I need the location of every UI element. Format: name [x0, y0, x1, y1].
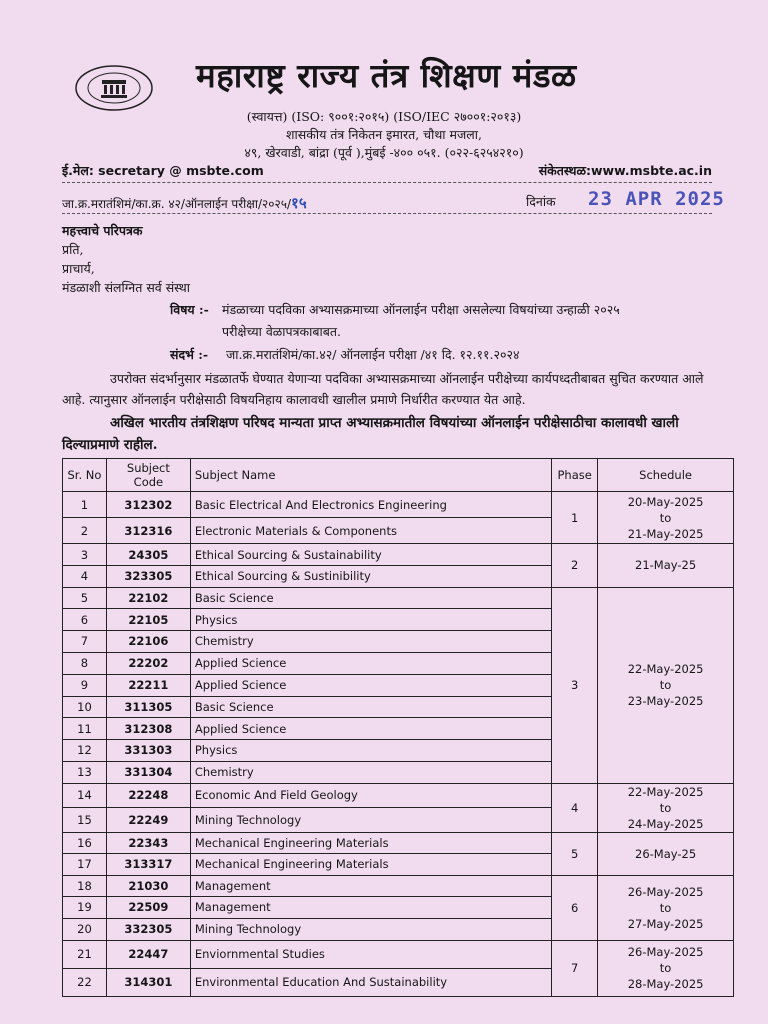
reference-number-text: जा.क्र.मरातंशिमं/का.क्र. ४२/ऑनलाईन परीक्षा/२०२५/: [62, 197, 292, 211]
email-address: ई.मेल: secretary @ msbte.com: [62, 163, 264, 178]
subject-name-cell: Basic Science: [190, 587, 551, 609]
subject-name-cell: Environmental Education And Sustainability: [190, 968, 551, 996]
subject-code-cell: 22447: [106, 940, 190, 968]
sr-no-cell: 10: [63, 696, 107, 718]
subject-code-cell: 22211: [106, 674, 190, 696]
subject-code-cell: 22249: [106, 808, 190, 833]
certification-line: (स्वायत्त) (ISO: ९००१:२०१५) (ISO/IEC २७००१:२०१३): [246, 109, 522, 124]
schedule-line: 20-May-2025: [627, 494, 704, 509]
schedule-line: to: [659, 678, 672, 692]
subject-name-cell: Mechanical Engineering Materials: [190, 832, 551, 854]
schedule-line: 23-May-2025: [627, 694, 704, 708]
subject-code-cell: 22105: [106, 609, 190, 631]
schedule-line: to: [659, 900, 672, 915]
sr-no-cell: 2: [63, 518, 107, 544]
reference-text: जा.क्र.मरातंशिमं/का.४२/ ऑनलाईन परीक्षा /४१ दि. १२.११.२०२४: [226, 347, 520, 362]
website-address: संकेतस्थळ:www.msbte.ac.in: [538, 163, 712, 178]
sr-no-cell: 7: [63, 631, 107, 653]
body-paragraph-2: अखिल भारतीय तंत्रशिक्षण परिषद मान्यता प्राप्त अभ्यासक्रमातील विषयांच्या ऑनलाईन परीक्षेसाठीचा कालावधी खाली दिल्याप्रमाणे राहील.: [62, 415, 679, 453]
sr-no-cell: 20: [63, 918, 107, 940]
reference-handwritten: १५: [291, 194, 307, 212]
subject-name-cell: Ethical Sourcing & Sustainability: [190, 544, 551, 566]
header-schedule: Schedule: [598, 459, 734, 492]
subject-name-cell: Management: [190, 897, 551, 919]
subject-code-cell: 331304: [106, 761, 190, 783]
schedule-cell: [598, 587, 734, 783]
table-header-row: [63, 459, 734, 492]
subject-name-cell: Electronic Materials & Components: [190, 518, 551, 544]
subject-name-cell: Chemistry: [190, 631, 551, 653]
institutions-line: मंडळाशी संलग्नित सर्व संस्था: [62, 280, 190, 295]
phase-cell: 1: [552, 492, 598, 544]
reference-number: [62, 193, 307, 213]
organization-title: महाराष्ट्र राज्य तंत्र शिक्षण मंडळ: [196, 56, 577, 95]
table-row: [63, 544, 734, 566]
phase-cell: 2: [552, 544, 598, 588]
subject-name-cell: Management: [190, 875, 551, 897]
subject-name-cell: Economic And Field Geology: [190, 783, 551, 808]
subject-code-cell: 22202: [106, 652, 190, 674]
phase-cell: 3: [552, 587, 598, 783]
subject-code-cell: 22102: [106, 587, 190, 609]
address-line-2: ४९, खेरवाडी, बांद्रा (पूर्व ),मुंबई -४०० ०५१. (०२२-६२५४२१०): [244, 145, 524, 160]
table-row: [63, 832, 734, 854]
schedule-line: 22-May-2025: [627, 784, 704, 799]
subject-name-cell: Mining Technology: [190, 808, 551, 833]
subject-name-cell: Physics: [190, 740, 551, 762]
subject-code-cell: 313317: [106, 854, 190, 876]
subject-line-1: मंडळाच्या पदविका अभ्यासक्रमाच्या ऑनलाईन परीक्षा असलेल्या विषयांच्या उन्हाळी २०२५: [222, 302, 620, 317]
sr-no-cell: 1: [63, 492, 107, 518]
subject-code-cell: 311305: [106, 696, 190, 718]
subject-name-cell: Applied Science: [190, 652, 551, 674]
sr-no-cell: 11: [63, 718, 107, 740]
table-row: [63, 940, 734, 968]
subject-name-cell: Mechanical Engineering Materials: [190, 854, 551, 876]
sr-no-cell: 18: [63, 875, 107, 897]
schedule-line: 22-May-2025: [627, 662, 704, 676]
sr-no-cell: 6: [63, 609, 107, 631]
sr-no-cell: 12: [63, 740, 107, 762]
schedule-line: 27-May-2025: [627, 916, 704, 931]
schedule-line: 26-May-2025: [627, 884, 704, 899]
date-label: दिनांक: [526, 194, 556, 209]
header-subject-name: Subject Name: [190, 459, 551, 492]
subject-name-cell: Enviornmental Studies: [190, 940, 551, 968]
subject-name-cell: Ethical Sourcing & Sustinibility: [190, 566, 551, 588]
to-line: प्रति,: [62, 242, 84, 257]
schedule-line: to: [659, 800, 672, 815]
subject-code-cell: 22343: [106, 832, 190, 854]
schedule-cell: [598, 544, 734, 588]
sr-no-cell: 16: [63, 832, 107, 854]
sr-no-cell: 5: [63, 587, 107, 609]
subject-name-cell: Basic Electrical And Electronics Engineering: [190, 492, 551, 518]
phase-cell: 5: [552, 832, 598, 875]
sr-no-cell: 8: [63, 652, 107, 674]
subject-code-cell: 24305: [106, 544, 190, 566]
sr-no-cell: 3: [63, 544, 107, 566]
subject-code-cell: 332305: [106, 918, 190, 940]
subject-code-cell: 331303: [106, 740, 190, 762]
schedule-line: to: [659, 510, 672, 525]
schedule-table-body: [63, 492, 734, 997]
phase-cell: 7: [552, 940, 598, 996]
header-subject-code: Subject Code: [106, 459, 190, 492]
subject-name-cell: Mining Technology: [190, 918, 551, 940]
reference-label: संदर्भ :-: [170, 347, 209, 362]
header-sr-no: Sr. No: [63, 459, 107, 492]
subject-code-cell: 312308: [106, 718, 190, 740]
sr-no-cell: 15: [63, 808, 107, 833]
table-row: [63, 875, 734, 897]
subject-code-cell: 22509: [106, 897, 190, 919]
schedule-cell: [598, 783, 734, 832]
body-paragraph-1: उपरोक्त संदर्भानुसार मंडळातर्फे घेण्यात येणाऱ्या पदविका अभ्यासक्रमाच्या ऑनलाईन परीक्षेच्या कार्यपध्दतीबाबत सुचित करण्यात आले आहे. त्यानुसार ऑनलाईन परीक्षेसाठी विषयनिहाय कालावधी खालील प्रमाणे निर्धारीत करण्यात येत आहे.: [62, 371, 704, 407]
sr-no-cell: 22: [63, 968, 107, 996]
table-row: [63, 587, 734, 609]
sr-no-cell: 19: [63, 897, 107, 919]
subject-name-cell: Chemistry: [190, 761, 551, 783]
schedule-line: 26-May-2025: [627, 945, 704, 959]
subject-code-cell: 312316: [106, 518, 190, 544]
table-row: [63, 492, 734, 518]
sr-no-cell: 9: [63, 674, 107, 696]
schedule-line: 28-May-2025: [627, 977, 704, 991]
subject-line-2: परीक्षेच्या वेळापत्रकाबाबत.: [222, 324, 341, 339]
circular-heading: महत्त्वाचे परिपत्रक: [62, 223, 143, 238]
sr-no-cell: 14: [63, 783, 107, 808]
schedule-line: to: [659, 961, 672, 975]
header-divider: [62, 182, 712, 183]
subject-name-cell: Physics: [190, 609, 551, 631]
subject-code-cell: 22248: [106, 783, 190, 808]
subject-code-cell: 323305: [106, 566, 190, 588]
schedule-cell: [598, 940, 734, 996]
phase-cell: 4: [552, 783, 598, 832]
ref-divider: [62, 213, 712, 214]
subject-code-cell: 312302: [106, 492, 190, 518]
table-row: [63, 783, 734, 808]
schedule-cell: [598, 832, 734, 875]
date-stamp: 23 APR 2025: [588, 188, 725, 210]
schedule-line: 21-May-25: [635, 558, 697, 573]
subject-name-cell: Applied Science: [190, 718, 551, 740]
subject-code-cell: 22106: [106, 631, 190, 653]
schedule-cell: [598, 492, 734, 544]
subject-code-cell: 314301: [106, 968, 190, 996]
sr-no-cell: 21: [63, 940, 107, 968]
subject-name-cell: Basic Science: [190, 696, 551, 718]
subject-label: विषय :-: [170, 302, 209, 317]
address-line-1: शासकीय तंत्र निकेतन इमारत, चौथा मजला,: [286, 127, 482, 142]
subject-code-cell: 21030: [106, 875, 190, 897]
schedule-line: 21-May-2025: [627, 526, 704, 541]
recipient-line: प्राचार्य,: [62, 261, 95, 276]
msbte-logo: [74, 64, 154, 112]
schedule-line: 26-May-25: [635, 846, 697, 861]
sr-no-cell: 4: [63, 566, 107, 588]
header-phase: Phase: [552, 459, 598, 492]
schedule-cell: [598, 875, 734, 940]
sr-no-cell: 13: [63, 761, 107, 783]
schedule-line: 24-May-2025: [627, 816, 704, 831]
subject-name-cell: Applied Science: [190, 674, 551, 696]
schedule-table: [62, 458, 734, 997]
phase-cell: 6: [552, 875, 598, 940]
sr-no-cell: 17: [63, 854, 107, 876]
